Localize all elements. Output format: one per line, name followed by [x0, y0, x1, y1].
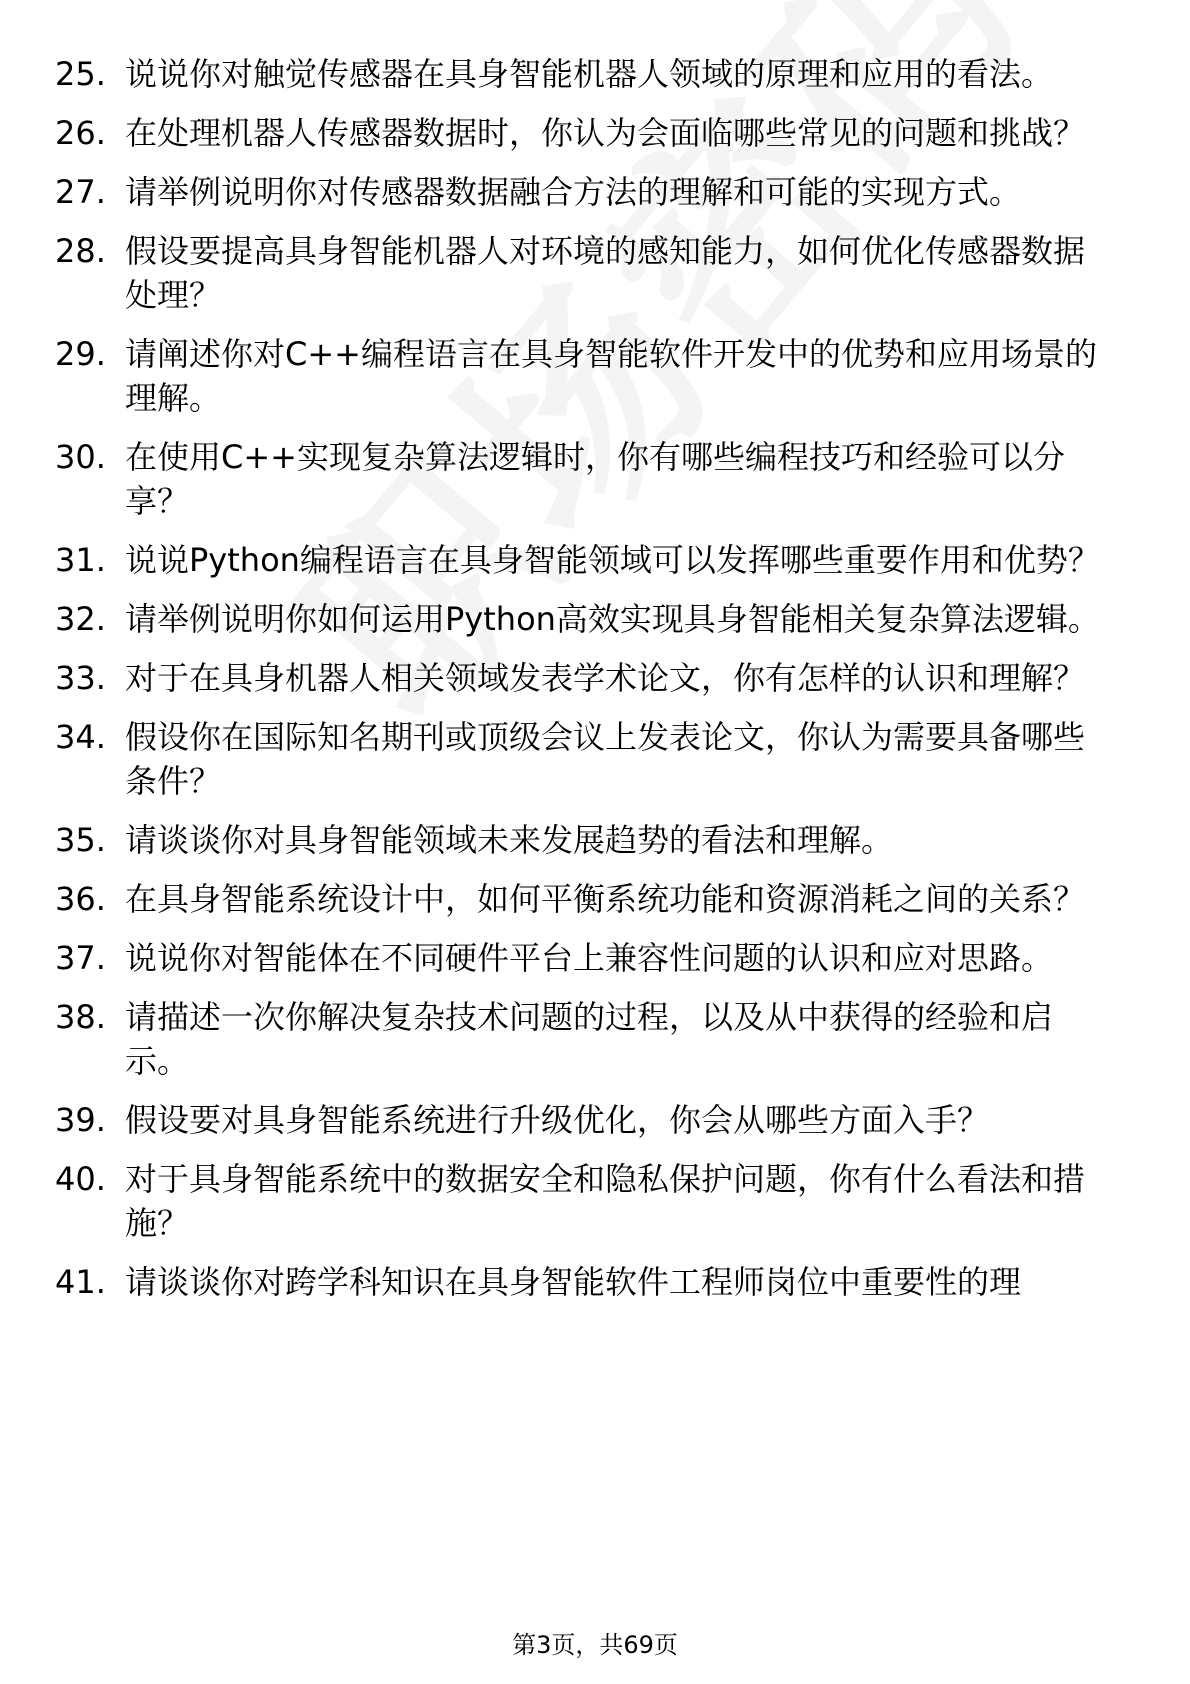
- item-number: 25.: [55, 55, 106, 93]
- item-text: 请举例说明你如何运用Python高效实现具身智能相关复杂算法逻辑。: [125, 600, 1100, 638]
- question-list: [55, 52, 1115, 1319]
- item-text: 说说你对触觉传感器在具身智能机器人领域的原理和应用的看法。: [125, 55, 1054, 93]
- item-number: 33.: [55, 659, 106, 697]
- item-number: 39.: [55, 1101, 106, 1139]
- item-number: 28.: [55, 232, 106, 270]
- item-number: 35.: [55, 821, 106, 859]
- item-text: 假设要提高具身智能机器人对环境的感知能力，如何优化传感器数据处理？: [125, 232, 1086, 314]
- list-item: [55, 995, 1115, 1083]
- item-text: 请举例说明你对传感器数据融合方法的理解和可能的实现方式。: [125, 173, 1022, 211]
- item-text: 说说你对智能体在不同硬件平台上兼容性问题的认识和应对思路。: [125, 939, 1054, 977]
- list-item: [55, 170, 1115, 214]
- item-text: 在使用C++实现复杂算法逻辑时，你有哪些编程技巧和经验可以分享？: [125, 438, 1065, 520]
- list-item: [55, 597, 1115, 641]
- item-number: 37.: [55, 939, 106, 977]
- item-number: 36.: [55, 880, 106, 918]
- item-text: 请阐述你对C++编程语言在具身智能软件开发中的优势和应用场景的理解。: [125, 335, 1097, 417]
- item-text: 对于具身智能系统中的数据安全和隐私保护问题，你有什么看法和措施？: [125, 1160, 1086, 1242]
- item-number: 38.: [55, 998, 106, 1036]
- item-text: 对于在具身机器人相关领域发表学术论文，你有怎样的认识和理解？: [125, 659, 1086, 697]
- list-item: [55, 877, 1115, 921]
- list-item: [55, 1157, 1115, 1245]
- list-item: [55, 332, 1115, 420]
- item-number: 31.: [55, 541, 106, 579]
- item-number: 32.: [55, 600, 106, 638]
- list-item: [55, 52, 1115, 96]
- list-item: [55, 1098, 1115, 1142]
- item-text: 说说Python编程语言在具身智能领域可以发挥哪些重要作用和优势？: [125, 541, 1100, 579]
- list-item: [55, 818, 1115, 862]
- list-item: [55, 538, 1115, 582]
- item-number: 30.: [55, 438, 106, 476]
- item-number: 41.: [55, 1263, 106, 1301]
- list-item: [55, 435, 1115, 523]
- list-item: [55, 229, 1115, 317]
- item-text: 请谈谈你对跨学科知识在具身智能软件工程师岗位中重要性的理: [125, 1263, 1022, 1301]
- item-number: 27.: [55, 173, 106, 211]
- item-number: 40.: [55, 1160, 106, 1198]
- item-number: 34.: [55, 718, 106, 756]
- item-text: 假设要对具身智能系统进行升级优化，你会从哪些方面入手？: [125, 1101, 990, 1139]
- item-text: 请描述一次你解决复杂技术问题的过程，以及从中获得的经验和启示。: [125, 998, 1054, 1080]
- item-text: 假设你在国际知名期刊或顶级会议上发表论文，你认为需要具备哪些条件？: [125, 718, 1086, 800]
- list-item: [55, 111, 1115, 155]
- item-number: 26.: [55, 114, 106, 152]
- item-text: 在具身智能系统设计中，如何平衡系统功能和资源消耗之间的关系？: [125, 880, 1086, 918]
- page-footer: 第3页，共69页: [512, 1631, 678, 1659]
- item-text: 请谈谈你对具身智能领域未来发展趋势的看法和理解。: [125, 821, 894, 859]
- item-number: 29.: [55, 335, 106, 373]
- list-item: [55, 656, 1115, 700]
- item-text: 在处理机器人传感器数据时，你认为会面临哪些常见的问题和挑战？: [125, 114, 1086, 152]
- list-item: [55, 1260, 1115, 1304]
- list-item: [55, 715, 1115, 803]
- list-item: [55, 936, 1115, 980]
